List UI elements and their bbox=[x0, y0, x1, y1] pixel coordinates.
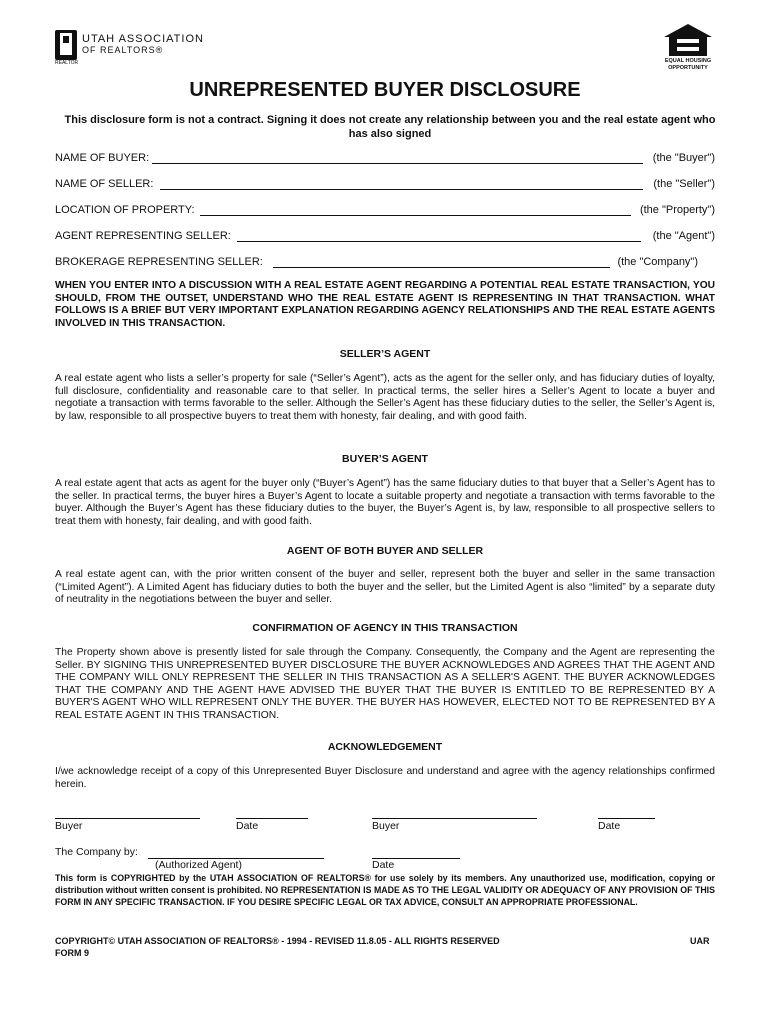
section-body-buyers-agent: A real estate agent that acts as agent for the buyer only (“Buyer’s Agent”) has the same fiduciary duties to that buyer that a Seller’s Agent has to the seller. In practical terms, the buyer hires a Buyer’s Agent to locate a suitable property and negotiate a transaction with terms favorable to the buyer. Although the Buyer’s Agent has these fiduciary duties to the buyer, the Buyer’s Agent is, by law, responsible to all prospective sellers to treat them with honesty, fair dealing, and with good faith. bbox=[55, 478, 715, 527]
footer-form-number: FORM 9 bbox=[55, 948, 90, 958]
brokerage-field[interactable] bbox=[55, 256, 698, 272]
field-line bbox=[160, 189, 643, 190]
org-name-line1: UTAH ASSOCIATION bbox=[82, 33, 204, 45]
section-body-acknowledgement: I/we acknowledge receipt of a copy of this Unrepresented Buyer Disclosure and understand and agree with the agency relationships confirmed herein. bbox=[55, 766, 715, 790]
page-subtitle: This disclosure form is not a contract. Signing it does not create any relationship between you and the real estate agent who has also signed bbox=[64, 114, 716, 140]
buyer-name-field[interactable] bbox=[55, 152, 715, 168]
section-heading-limited-agent: AGENT OF BOTH BUYER AND SELLER bbox=[286, 545, 484, 557]
field-line bbox=[200, 215, 631, 216]
field-suffix: (the "Company") bbox=[617, 256, 698, 268]
field-line bbox=[273, 267, 610, 268]
field-label: NAME OF BUYER: bbox=[55, 152, 150, 164]
eho-text-line2: OPPORTUNITY bbox=[668, 65, 708, 71]
property-location-field[interactable] bbox=[55, 204, 715, 220]
seller-agent-field[interactable] bbox=[55, 230, 715, 246]
eho-text-line1: EQUAL HOUSING bbox=[664, 58, 712, 64]
footer-uar: UAR bbox=[690, 936, 710, 946]
field-suffix: (the "Agent") bbox=[652, 230, 715, 242]
section-heading-buyers-agent: BUYER’S AGENT bbox=[342, 453, 428, 465]
field-line bbox=[152, 163, 643, 164]
seller-name-field[interactable] bbox=[55, 178, 715, 194]
buyer1-signature-line[interactable] bbox=[55, 818, 200, 819]
field-suffix: (the "Seller") bbox=[653, 178, 715, 190]
authorized-agent-label: (Authorized Agent) bbox=[155, 859, 242, 871]
buyer2-label: Buyer bbox=[372, 820, 400, 832]
field-label: BROKERAGE REPRESENTING SELLER: bbox=[55, 256, 263, 268]
intro-paragraph: WHEN YOU ENTER INTO A DISCUSSION WITH A REAL ESTATE AGENT REGARDING A POTENTIAL REAL ESTATE TRANSACTION, YOU SHOULD, FROM THE OUTSET, UNDERSTAND WHO THE REAL ESTATE AGENT IS REPRESENTING IN THAT TRANSACTION. WHAT FOLLOWS IS A BRIEF BUT VERY IMPORTANT EXPLANATION REGARDING AGENCY RELATIONSHIPS AND THE REAL ESTATE AGENTS INVOLVED IN THIS TRANSACTION. bbox=[55, 280, 715, 329]
field-label: AGENT REPRESENTING SELLER: bbox=[55, 230, 231, 242]
copyright-notice: This form is COPYRIGHTED by the UTAH ASSOCIATION OF REALTORS® for use solely by its members. Any unauthorized use, modification, copying or distribution without written consent is prohibited. NO REPRESENTATION IS MADE AS TO THE LEGAL VALIDITY OR ADEQUACY OF ANY PROVISION OF THIS FORM IN ANY SPECIFIC TRANSACTION. IF YOU DESIRE SPECIFIC LEGAL OR TAX ADVICE, CONSULT AN APPROPRIATE PROFESSIONAL. bbox=[55, 873, 715, 907]
date2-label: Date bbox=[598, 820, 621, 832]
company-by-label: The Company by: bbox=[55, 846, 138, 858]
section-body-sellers-agent: A real estate agent who lists a seller’s property for sale (“Seller’s Agent”), acts as the agent for the seller only, and has fiduciary duties of loyalty, full disclosure, confidentiality and reasonable care to that seller. In practical terms, the seller hires a Seller’s Agent to locate a buyer and negotiate a transaction with terms favorable to the seller. Although the Seller’s Agent has these fiduciary duties to the seller, the Seller’s Agent is, by law, responsible to all prospective buyers to treat them with honesty, fair dealing, and with good faith. bbox=[55, 373, 715, 422]
field-suffix: (the "Buyer") bbox=[652, 152, 715, 164]
realtor-logo-text: REALTOR bbox=[55, 60, 79, 66]
org-name-line2: OF REALTORS® bbox=[82, 45, 164, 55]
date2-line[interactable] bbox=[598, 818, 655, 819]
date3-label: Date bbox=[372, 859, 395, 871]
section-heading-confirmation: CONFIRMATION OF AGENCY IN THIS TRANSACTION bbox=[252, 622, 518, 634]
page-title: UNREPRESENTED BUYER DISCLOSURE bbox=[189, 79, 581, 101]
field-suffix: (the "Property") bbox=[639, 204, 715, 216]
section-heading-acknowledgement: ACKNOWLEDGEMENT bbox=[327, 741, 443, 753]
date1-line[interactable] bbox=[236, 818, 308, 819]
field-line bbox=[237, 241, 641, 242]
footer-copyright: COPYRIGHT© UTAH ASSOCIATION OF REALTORS® - 1994 - REVISED 11.8.05 - ALL RIGHTS RESERVED bbox=[55, 936, 500, 946]
field-label: LOCATION OF PROPERTY: bbox=[55, 204, 195, 216]
equal-housing-icon bbox=[663, 23, 713, 57]
buyer1-label: Buyer bbox=[55, 820, 83, 832]
field-label: NAME OF SELLER: bbox=[55, 178, 154, 190]
realtor-logo-icon bbox=[55, 30, 77, 60]
section-heading-sellers-agent: SELLER’S AGENT bbox=[339, 348, 431, 360]
buyer2-signature-line[interactable] bbox=[372, 818, 537, 819]
section-body-limited-agent: A real estate agent can, with the prior written consent of the buyer and seller, represent both the buyer and seller in the same transaction (“Limited Agent”). A Limited Agent has fiduciary duties to both the buyer and the seller, but the Limited Agent is also “limited” by a separate duty of neutrality in the negotiations between the buyer and seller. bbox=[55, 569, 715, 606]
section-body-confirmation: The Property shown above is presently listed for sale through the Company. Consequently, the Company and the Agent are representing the Seller. BY SIGNING THIS UNREPRESENTED BUYER DISCLOSURE THE BUYER ACKNOWLEDGES AND AGREES THAT THE AGENT AND THE COMPANY WILL ONLY REPRESENT THE SELLER IN THIS TRANSACTION AS A SELLER'S AGENT. THE BUYER ACKNOWLEDGES THAT THE COMPANY AND THE AGENT HAVE ADVISED THE BUYER THAT THE BUYER IS ENTITLED TO BE REPRESENTED BY A BUYER'S AGENT WHO WILL REPRESENT ONLY THE BUYER. THE BUYER HAS HOWEVER, ELECTED NOT TO BE REPRESENTED BY A REAL ESTATE AGENT IN THIS TRANSACTION. bbox=[55, 647, 715, 721]
date1-label: Date bbox=[236, 820, 259, 832]
